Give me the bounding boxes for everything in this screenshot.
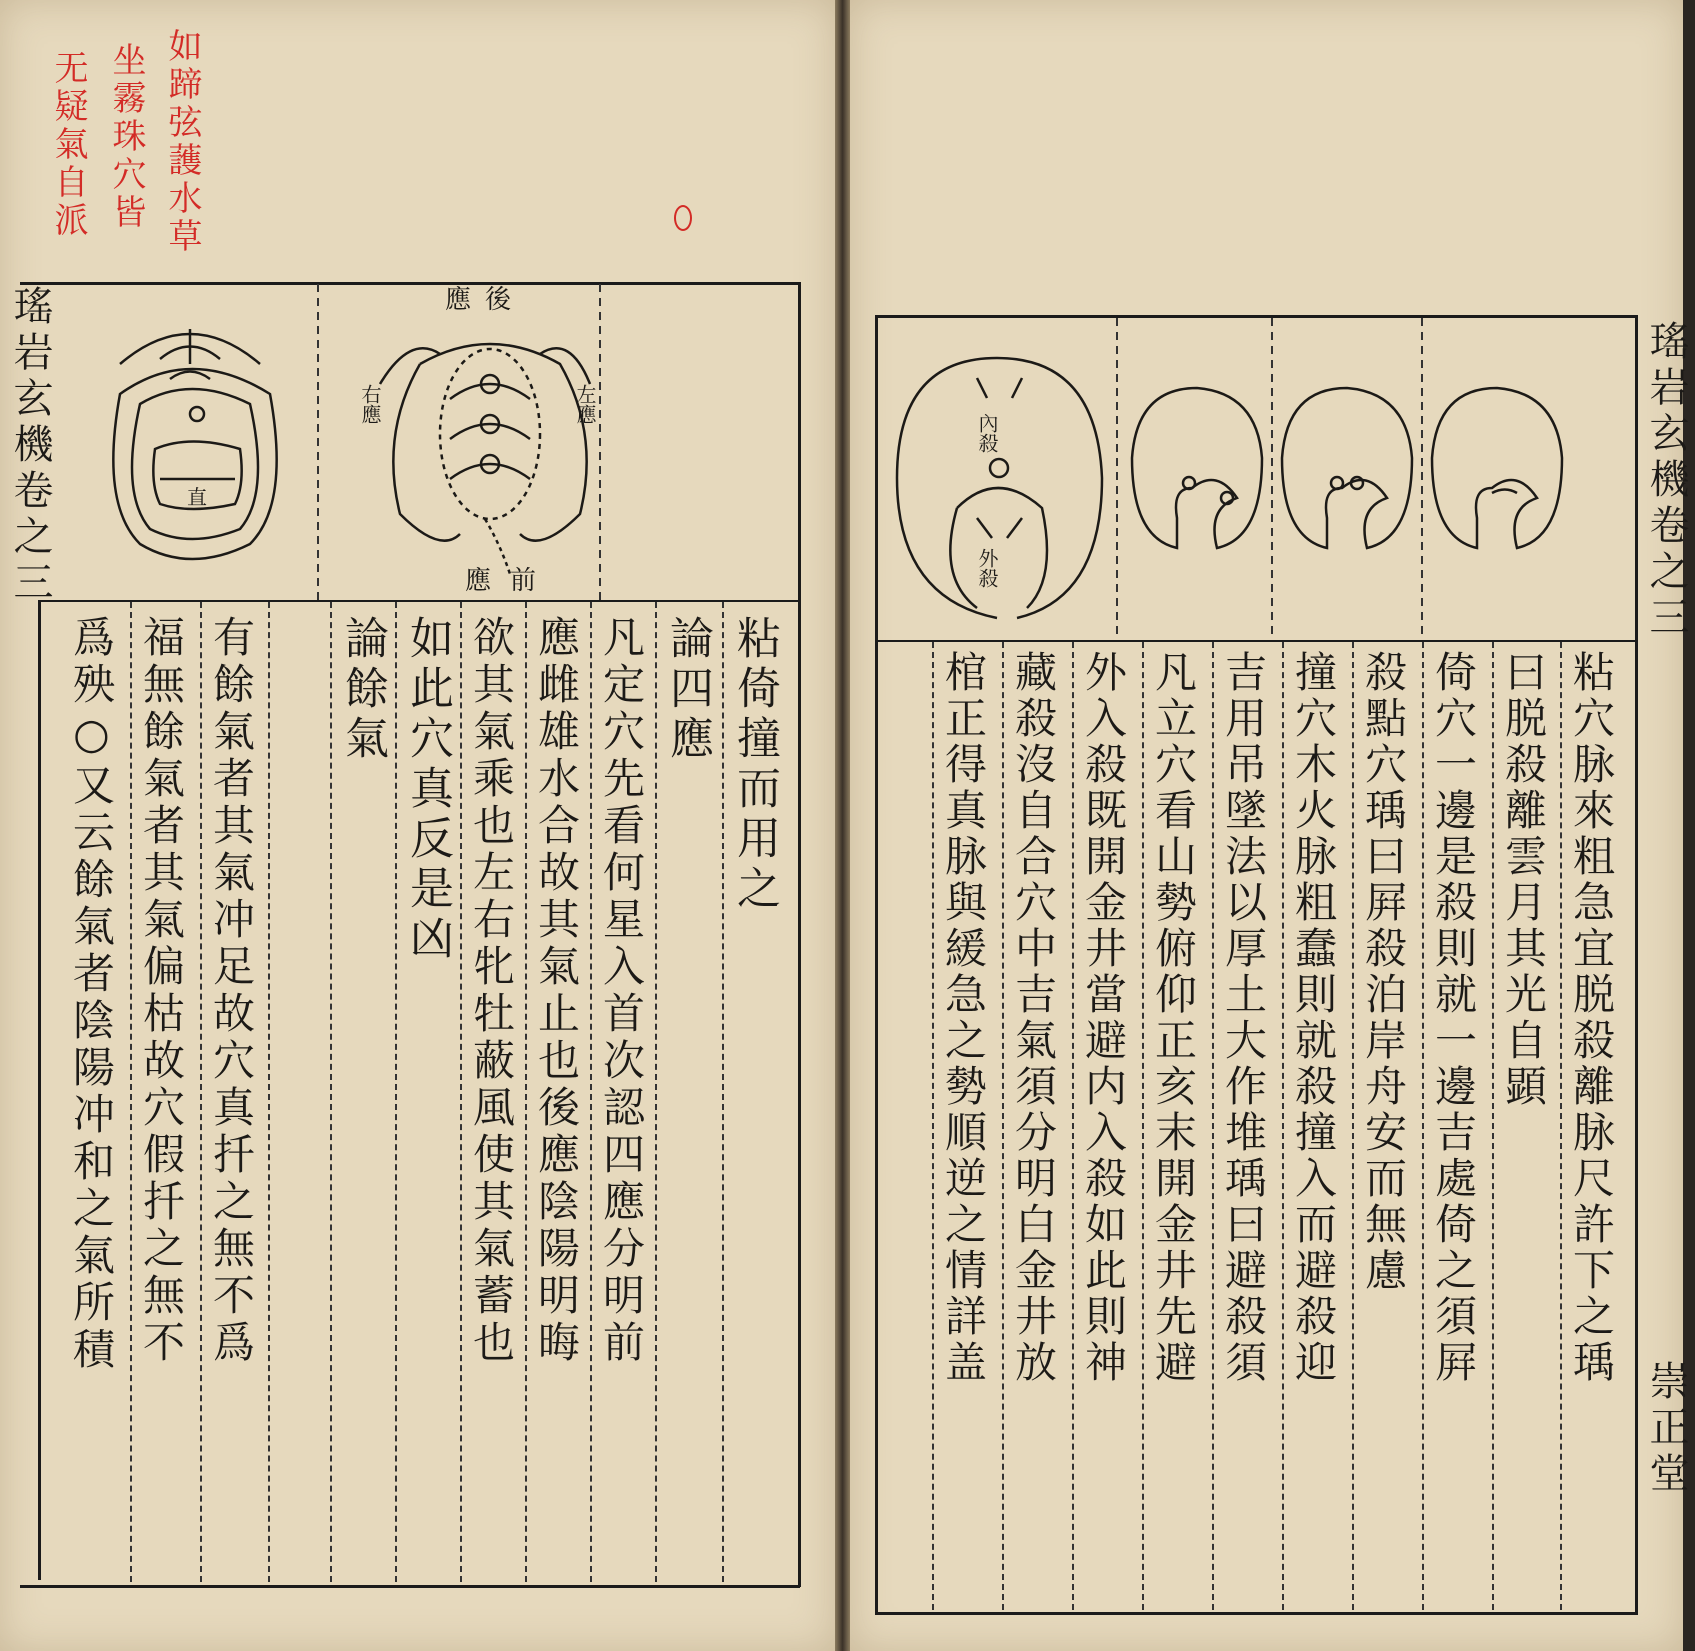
text-column-6: 如此穴真反是凶 — [402, 615, 453, 965]
diagram-divider — [40, 600, 800, 602]
lower-label: 前 — [510, 566, 537, 596]
text-column-4: 應雌雄水合故其氣止也後應陰陽明晦 — [532, 615, 581, 1367]
red-circle-mark — [674, 205, 692, 231]
left-diagram — [40, 284, 798, 600]
red-note-2: 坐霧珠穴皆 — [106, 42, 146, 232]
frame-bottom-line — [20, 1585, 800, 1588]
text-column-8: 外入殺既開金井當避内入殺如此則神 — [1079, 650, 1128, 1386]
frame-right-line — [798, 282, 801, 1587]
diagram-divider — [877, 640, 1635, 642]
text-column-5: 撞穴木火脉粗蠢則就殺撞入而避殺迎 — [1289, 650, 1338, 1386]
four-responses-figure — [380, 344, 590, 574]
sticking-figure — [1132, 388, 1262, 548]
text-column-10: 棺正得真脉與緩急之勢順逆之情詳盖 — [939, 650, 988, 1386]
text-column-1: 粘倚撞而用之 — [729, 615, 780, 915]
text-column-5: 欲其氣乘也左右牝牡蔽風使其氣蓄也 — [467, 615, 516, 1367]
leaning-figure — [1282, 388, 1412, 548]
frame-bottom-line — [875, 1612, 1635, 1615]
left-figure — [113, 329, 276, 559]
striking-figure — [1432, 388, 1562, 548]
text-column-9: 福無餘氣者其氣偏枯故穴假扦之無不 — [137, 615, 186, 1367]
left-page — [0, 0, 835, 1651]
right-diagram — [877, 318, 1635, 640]
upper-label: 後 — [485, 285, 512, 315]
inner-kill-label: 內殺 — [975, 413, 999, 453]
red-note-3: 无疑氣自派 — [48, 50, 88, 240]
right-margin-bottom: 崇正堂 — [1643, 1360, 1689, 1498]
text-column-2: 論四應 — [662, 615, 713, 765]
text-column-10: 爲殃○又云餘氣者陰陽冲和之氣所積 — [67, 615, 116, 1374]
red-note-1: 如蹄弦䕶水草 — [162, 28, 202, 256]
text-column-3: 倚穴一邊是殺則就一邊吉處倚之須屛 — [1429, 650, 1478, 1386]
lower-label-2: 應 — [465, 566, 492, 596]
text-column-6: 吉用吊墜法以厚土大作堆瑀曰避殺須 — [1219, 650, 1268, 1386]
left-figure-char: 直 — [187, 485, 207, 509]
left-margin-title: 瑤岩玄機卷之三 — [7, 285, 53, 607]
text-column-4: 殺點穴瑀曰屛殺泊岸舟安而無慮 — [1359, 650, 1408, 1294]
right-page — [850, 0, 1689, 1651]
text-column-8: 有餘氣者其氣冲足故穴真扦之無不爲 — [207, 615, 256, 1367]
right-margin-title: 瑤岩玄機卷之三 — [1643, 320, 1689, 642]
text-column-9: 藏殺沒自合穴中吉氣須分明白金井放 — [1009, 650, 1058, 1386]
text-column-7: 凡立穴看山勢俯仰正亥末開金井先避 — [1149, 650, 1198, 1386]
right-response-label: 左應 — [573, 384, 597, 424]
left-response-label: 右應 — [358, 384, 382, 424]
text-column-3: 凡定穴先看何星入首次認四應分明前 — [597, 615, 646, 1367]
text-column-2: 曰脱殺離雲月其光自顕 — [1499, 650, 1548, 1110]
text-column-7: 論餘氣 — [337, 615, 388, 765]
frame-left-line — [38, 600, 41, 1580]
text-column-1: 粘穴脉來粗急宜脱殺離脉尺許下之瑀 — [1567, 650, 1616, 1386]
book-gutter — [835, 0, 850, 1651]
kill-figure — [897, 358, 1102, 618]
upper-label-2: 應 — [445, 285, 472, 315]
outer-kill-label: 外殺 — [975, 548, 999, 588]
